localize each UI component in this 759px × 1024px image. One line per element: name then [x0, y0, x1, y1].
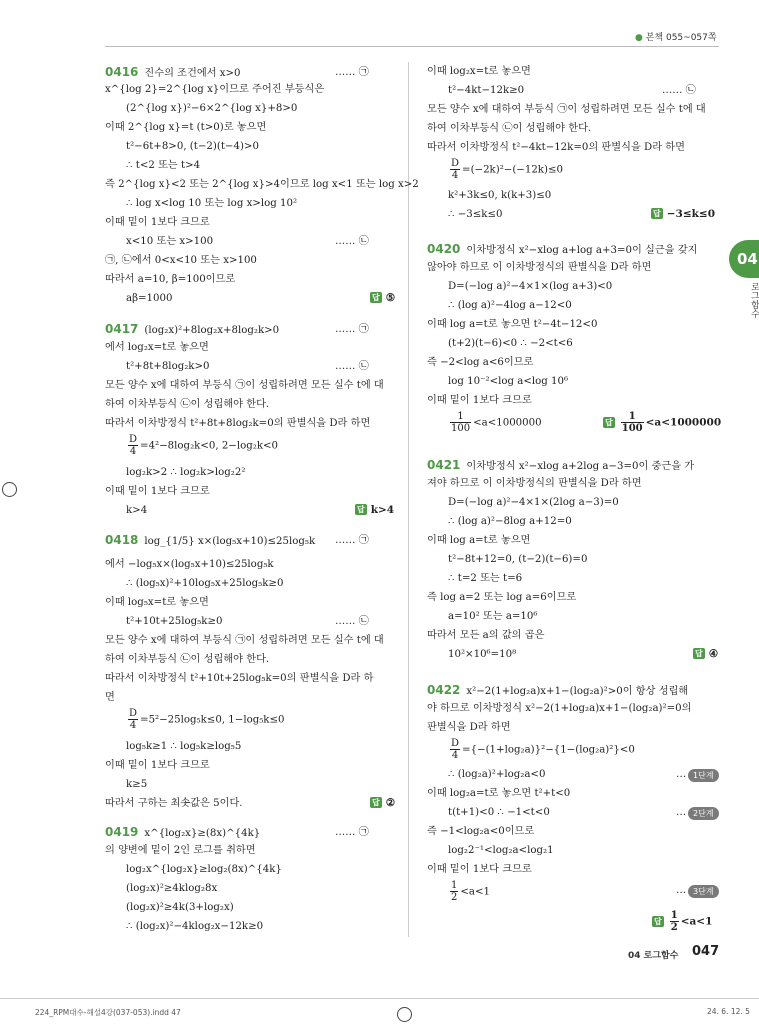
p0420-line-6: (t+2)(t−6)<0 ∴ −2<t<6	[448, 338, 573, 349]
dots: …	[676, 769, 687, 780]
p0416-line-6: ∴ t<2 또는 t>4	[126, 160, 201, 171]
p0420-line-3: D=(−log a)²−4×1×(log a+3)<0	[448, 281, 613, 292]
p0418-line-6: 모든 양수 x에 대하여 부등식 ㉠이 성립하려면 모든 실수 t에 대	[105, 635, 384, 646]
p0417-line-3: t²+8t+8log₂k>0	[126, 361, 210, 372]
p0419b-line-7: k²+3k≤0, k(k+3)≤0	[448, 190, 552, 201]
p0418-line-8: 따라서 이차방정식 t²+10t+25log₅k=0의 판별식을 D라 하	[105, 673, 374, 684]
p0418-line-5: t²+10t+25log₅k≥0	[126, 616, 223, 627]
answer-0421	[693, 648, 718, 660]
marker: …… ㉡	[335, 361, 369, 372]
p0420-line-9: 이때 밑이 1보다 크므로	[427, 395, 532, 406]
side-tab	[729, 240, 759, 278]
p0419b-line-2: t²−4kt−12k≥0	[448, 85, 525, 96]
side-tab-label: 로그함수	[749, 282, 759, 318]
p0418-line-7: 하여 이차부등식 ㉡이 성립해야 한다.	[105, 654, 270, 665]
p0416-line-9: 이때 밑이 1보다 크므로	[105, 217, 210, 228]
p0416-line-1	[105, 65, 241, 81]
p0420-line-5: 이때 log a=t로 놓으면 t²−4t−12<0	[427, 319, 598, 330]
fraction: $\frac{D}{4}$	[451, 738, 460, 761]
p0422-line-5: ∴ (log₂a)²+log₂a<0	[448, 769, 546, 780]
answer-0416	[370, 292, 395, 304]
p0417-line-1	[105, 322, 279, 338]
p0422-line-4: $\frac{D}{4}$ ={−(1+log₂a)}²−{1−(log₂a)²}<0	[451, 738, 635, 761]
p0416-line-12: 따라서 a=10, β=100이므로	[105, 274, 236, 285]
p0421-line-11: 10²×10⁶=10⁸	[448, 649, 517, 660]
p0419-line-1	[105, 825, 260, 841]
p0422-line-8: 즉 −1<log₂a<0이므로	[427, 826, 535, 837]
p0416-line-4: 이때 2^{log x}=t (t>0)로 놓으면	[105, 122, 267, 133]
p0417-line-9: 이때 밑이 1보다 크므로	[105, 486, 210, 497]
text-line: 진수의 조건에서 x>0	[144, 68, 241, 79]
answer-value: −3≤k≤0	[666, 208, 716, 220]
answer-value: k>4	[370, 504, 395, 516]
p0422-line-3: 판별식을 D라 하면	[427, 722, 511, 733]
p0417-line-8: log₂k>2 ∴ log₂k>log₂2²	[126, 467, 246, 478]
p0418-line-3: ∴ (log₅x)²+10log₅x+25log₅k≥0	[126, 578, 284, 589]
p0417-line-2: 에서 log₂x=t로 놓으면	[105, 342, 209, 353]
answer-icon: 답	[653, 209, 661, 218]
page-ref-text: 본책 055~057쪽	[645, 33, 717, 43]
answer-0419	[651, 208, 715, 220]
p0421-line-3: D=(−log a)²−4×1×(2log a−3)=0	[448, 497, 619, 508]
p0418-line-2: 에서 −log₅x×(log₅x+10)≤25log₅k	[105, 559, 274, 570]
p0422-line-2: 야 하므로 이차방정식 x²−2(1+log₂a)x+1−(log₂a)²=0의	[427, 703, 692, 714]
fraction: $\frac{1}{2}$	[670, 910, 678, 933]
footer-chapter	[628, 948, 678, 961]
p0418-line-14: 따라서 구하는 최솟값은 5이다.	[105, 798, 243, 809]
p0420-line-1	[427, 242, 698, 258]
page-number: 047	[692, 944, 720, 959]
p0416-line-8: ∴ log x<log 10 또는 log x>log 10²	[126, 198, 298, 209]
file-info: 224_RPM대수-해설4강(037-053).indd 47	[35, 1008, 181, 1017]
p0417-line-4: 모든 양수 x에 대하여 부등식 ㉠이 성립하려면 모든 실수 t에 대	[105, 380, 384, 391]
text-line: log_{1/5} x×(log₅x+10)≤25log₅k	[144, 536, 316, 547]
p0416-line-3: (2^{log x})²−6×2^{log x}+8>0	[126, 103, 298, 114]
p0420-line-10: $\frac{1}{100}$ <a<1000000	[451, 411, 542, 434]
p0420-line-7: 즉 −2<log a<6이므로	[427, 357, 534, 368]
p0416-line-2: x^{log 2}=2^{log x}이므로 주어진 부등식은	[105, 84, 325, 95]
problem-number: 0419	[105, 825, 139, 839]
answer-icon: 답	[695, 649, 703, 658]
dots: …	[676, 807, 687, 818]
marker: …… ㉡	[335, 616, 369, 627]
p0421-line-2: 져야 하므로 이 이차방정식의 판별식을 D라 하면	[427, 478, 642, 489]
problem-number: 0420	[427, 242, 461, 256]
registration-mark-bottom	[397, 1007, 412, 1022]
fraction: $\frac{D}{4}$	[129, 434, 138, 457]
p0417-line-5: 하여 이차부등식 ㉡이 성립해야 한다.	[105, 399, 270, 410]
marker: …… ㉠	[335, 827, 369, 838]
p0417-line-7: $\frac{D}{4}$ =4²−8log₂k<0, 2−log₂k<0	[129, 434, 279, 457]
column-divider	[408, 62, 409, 937]
p0420-line-2: 않아야 하므로 이 이차방정식의 판별식을 D라 하면	[427, 262, 652, 273]
answer-icon: 답	[372, 293, 380, 302]
marker: …… ㉠	[335, 67, 369, 78]
answer-0417	[355, 504, 394, 516]
text-line: 이차방정식 x²−xlog a+log a+3=0이 실근을 갖지	[466, 245, 698, 256]
page-ref	[635, 30, 717, 43]
p0421-line-1	[427, 458, 694, 474]
answer-icon: 답	[372, 798, 380, 807]
answer-value: ④	[708, 648, 719, 660]
p0419-line-5: (log₂x)²≥4k(3+log₂x)	[126, 902, 234, 913]
marker: …… ㉡	[335, 236, 369, 247]
p0419-line-2: 의 양변에 밑이 2인 로그를 취하면	[105, 845, 256, 856]
marker: …… ㉠	[335, 535, 369, 546]
fraction: $\frac{1}{100}$	[621, 411, 643, 434]
answer-icon: 답	[605, 417, 613, 427]
fraction: $\frac{1}{100}$	[451, 411, 471, 434]
p0419b-line-3: 모든 양수 x에 대하여 부등식 ㉠이 성립하려면 모든 실수 t에 대	[427, 104, 706, 115]
step-badge-1: 1단계	[688, 769, 719, 782]
p0419b-line-6: $\frac{D}{4}$ =(−2k)²−(−12k)≤0	[451, 158, 563, 181]
p0418-line-12: 이때 밑이 1보다 크므로	[105, 760, 210, 771]
top-rule	[105, 46, 719, 47]
p0416-line-13: aβ=1000	[126, 293, 173, 304]
p0421-line-6: t²−8t+12=0, (t−2)(t−6)=0	[448, 554, 588, 565]
p0421-line-9: a=10² 또는 a=10⁶	[448, 611, 538, 622]
problem-number: 0417	[105, 322, 139, 336]
p0421-line-5: 이때 log a=t로 놓으면	[427, 535, 531, 546]
p0422-line-10: 이때 밑이 1보다 크므로	[427, 864, 532, 875]
text-line: (log₂x)²+8log₂x+8log₂k>0	[144, 325, 280, 336]
p0416-line-5: t²−6t+8>0, (t−2)(t−4)>0	[126, 141, 259, 152]
ref-dot-icon: ●	[635, 33, 643, 43]
p0420-line-4: ∴ (log a)²−4log a−12<0	[448, 300, 572, 311]
dots: …	[676, 885, 687, 896]
p0416-line-10: x<10 또는 x>100	[126, 236, 214, 247]
registration-mark-left	[2, 482, 17, 497]
p0418-line-11: log₅k≥1 ∴ log₅k≥log₅5	[126, 741, 242, 752]
p0419-line-3: log₂x^{log₂x}≥log₂(8x)^{4k}	[126, 864, 282, 875]
p0416-line-7: 즉 2^{log x}<2 또는 2^{log x}>4이므로 log x<1 또는 log x>2	[105, 179, 419, 190]
p0417-line-6: 따라서 이차방정식 t²+8t+8log₂k=0의 판별식을 D라 하면	[105, 418, 371, 429]
p0419b-line-4: 하여 이차부등식 ㉡이 성립해야 한다.	[427, 123, 592, 134]
fraction: $\frac{1}{2}$	[451, 880, 458, 903]
footer-chapter-text: 04 로그함수	[628, 951, 679, 961]
p0422-line-9: log₂2⁻¹<log₂a<log₂1	[448, 845, 554, 856]
answer-value: ②	[385, 797, 396, 809]
problem-number: 0422	[427, 683, 461, 697]
p0421-line-10: 따라서 모든 a의 값의 곱은	[427, 630, 545, 641]
p0418-line-4: 이때 log₅x=t로 놓으면	[105, 597, 209, 608]
p0418-line-10: $\frac{D}{4}$ =5²−25log₅k≤0, 1−log₅k≤0	[129, 708, 285, 731]
answer-icon: 답	[357, 505, 365, 514]
p0418-line-1	[105, 533, 315, 549]
answer-value: <a<1000000	[645, 416, 722, 429]
p0421-line-8: 즉 log a=2 또는 log a=6이므로	[427, 592, 577, 603]
p0418-line-9: 면	[105, 692, 115, 703]
p0416-line-11: ㉠, ㉡에서 0<x<10 또는 x>100	[105, 255, 257, 266]
marker: …… ㉠	[335, 324, 369, 335]
p0417-line-10: k>4	[126, 505, 148, 516]
p0422-line-6: 이때 log₂a=t로 놓으면 t²+t<0	[427, 788, 571, 799]
step-badge-3: 3단계	[688, 885, 719, 898]
text-line: x²−2(1+log₂a)x+1−(log₂a)²>0이 항상 성립해	[466, 686, 689, 697]
p0422-line-7: t(t+1)<0 ∴ −1<t<0	[448, 807, 550, 818]
answer-value: <a<1	[680, 915, 713, 928]
p0422-line-11: $\frac{1}{2}$ <a<1	[451, 880, 491, 903]
problem-number: 0416	[105, 65, 139, 79]
answer-value: ⑤	[385, 292, 396, 304]
bottom-rule	[0, 998, 759, 999]
print-date: 24. 6. 12. 5	[707, 1007, 750, 1016]
side-tab-number: 04	[737, 250, 758, 268]
text-line: x^{log₂x}≥(8x)^{4k}	[144, 828, 261, 839]
marker: …… ㉡	[662, 85, 696, 96]
problem-number: 0421	[427, 458, 461, 472]
p0418-line-13: k≥5	[126, 779, 148, 790]
answer-0420	[603, 411, 721, 434]
p0422-line-1	[427, 683, 688, 699]
p0421-line-4: ∴ (log a)²−8log a+12=0	[448, 516, 572, 527]
text-line: 이차방정식 x²−xlog a+2log a−3=0이 중근을 가	[466, 461, 695, 472]
p0419-line-6: ∴ (log₂x)²−4klog₂x−12k≥0	[126, 921, 264, 932]
step-badge-2: 2단계	[688, 807, 719, 820]
problem-number: 0418	[105, 533, 139, 547]
answer-0422	[652, 910, 712, 933]
p0421-line-7: ∴ t=2 또는 t=6	[448, 573, 523, 584]
p0419b-line-1: 이때 log₂x=t로 놓으면	[427, 66, 531, 77]
p0419b-line-5: 따라서 이차방정식 t²−4kt−12k=0의 판별식을 D라 하면	[427, 142, 685, 153]
p0419b-line-8: ∴ −3≤k≤0	[448, 209, 503, 220]
answer-icon: 답	[654, 916, 662, 926]
fraction: $\frac{D}{4}$	[129, 708, 138, 731]
p0420-line-8: log 10⁻²<log a<log 10⁶	[448, 376, 569, 387]
answer-0418	[370, 797, 395, 809]
fraction: $\frac{D}{4}$	[451, 158, 460, 181]
p0419-line-4: (log₂x)²≥4klog₂8x	[126, 883, 218, 894]
